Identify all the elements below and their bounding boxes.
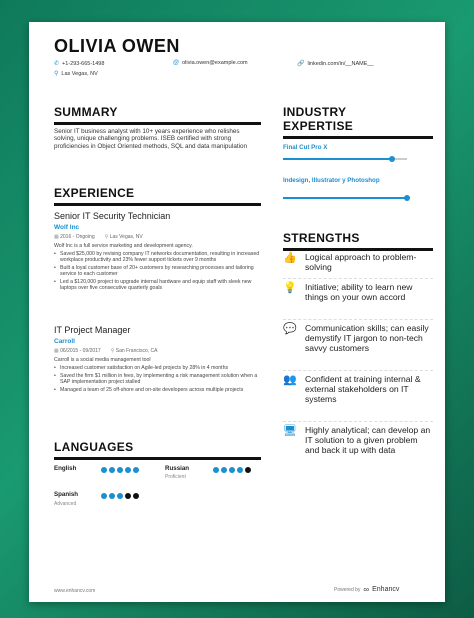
language-name: English (54, 465, 77, 472)
rating-dot-filled (109, 493, 115, 499)
brand-name: Enhancv (372, 586, 400, 593)
expertise-heading-line2: EXPERTISE (283, 119, 354, 133)
phone-text: +1-293-665-1498 (62, 60, 105, 67)
language-level: Advanced (54, 501, 77, 507)
skill-label: Indesign, Illustrator y Photoshop (283, 177, 380, 184)
summary-rule (54, 122, 261, 125)
footer-website[interactable]: www.enhancv.com (54, 588, 96, 594)
language-rating (213, 467, 251, 473)
skill-bar-fill (283, 158, 392, 160)
job-location: San Francisco, CA (115, 348, 158, 354)
job-location: Las Vegas, NV (109, 234, 143, 240)
rating-dot-filled (101, 493, 107, 499)
strength-text: Logical approach to problem-solving (305, 252, 417, 273)
job-meta (54, 348, 157, 354)
strength-text: Confident at training internal & external stakeholders on IT systems (305, 374, 421, 405)
job-meta (54, 234, 143, 240)
team-icon: 👥 (283, 374, 297, 386)
skill-bar-fill (283, 197, 407, 199)
expertise-rule (283, 136, 433, 139)
phone-contact (54, 60, 104, 67)
skill-bar-knob (389, 156, 395, 162)
calendar-icon: ▦ (54, 348, 59, 354)
job-dates: 06/2015 - 09/2017 (60, 348, 101, 354)
enhancv-logo-icon: ∞ (363, 585, 370, 594)
monitor-icon: 🖥 (283, 425, 297, 437)
rating-dot-filled (133, 467, 139, 473)
job-dates: 2016 - Ongoing (60, 234, 95, 240)
job-description: Carroll is a social media management tool (54, 357, 151, 363)
language-name: Russian (165, 465, 190, 472)
job-bullets (54, 365, 261, 395)
email-text: olivia.owen@example.com (182, 60, 248, 66)
strength-item (283, 374, 433, 405)
thumbs-up-icon: 👍 (283, 252, 297, 264)
calendar-icon: ▦ (54, 234, 59, 240)
language-rating (101, 493, 139, 499)
experience-rule (54, 203, 261, 206)
resume-page (29, 22, 445, 602)
rating-dot-filled (125, 467, 131, 473)
lightbulb-icon: 💡 (283, 282, 297, 294)
strength-item (283, 282, 433, 302)
expertise-heading-line1: INDUSTRY (283, 105, 347, 119)
job-bullet: • Saved the firm $1 million in fees, by implementing a risk management solution when a SAP implementation project stalled (54, 373, 261, 386)
job-company: Wolf Inc (54, 224, 80, 231)
job-bullet: • Built a loyal customer base of 20+ customers by researching processes and tailoring service to each customer (54, 265, 261, 278)
skill-bar (283, 197, 407, 199)
rating-dot-filled (109, 467, 115, 473)
strengths-rule (283, 248, 433, 251)
phone-icon: ✆ (54, 61, 60, 67)
strength-item (283, 323, 433, 354)
rating-dot-empty (133, 493, 139, 499)
strength-divider (283, 421, 433, 422)
rating-dot-filled (229, 467, 235, 473)
job-company: Carroll (54, 338, 75, 345)
strength-text: Communication skills; can easily demystify IT jargon to non-tech savvy customers (305, 323, 429, 354)
link-icon: 🔗 (297, 61, 305, 67)
language-name: Spanish (54, 491, 79, 498)
job-title: Senior IT Security Technician (54, 211, 171, 221)
summary-heading: SUMMARY (54, 105, 118, 119)
rating-dot-filled (237, 467, 243, 473)
job-bullet: • Managed a team of 25 off-shore and on-site developers across multiple projects (54, 387, 261, 393)
rating-dot-empty (125, 493, 131, 499)
languages-heading: LANGUAGES (54, 440, 134, 454)
speech-bubble-icon: 💬 (283, 323, 297, 335)
skill-bar (283, 158, 407, 160)
email-contact[interactable] (173, 60, 248, 66)
language-level: Proficient (165, 474, 186, 480)
powered-by-text: Powered by (334, 586, 361, 593)
location-pin-icon: ⚲ (110, 348, 115, 354)
strength-item (283, 252, 433, 272)
strength-text: Initiative; ability to learn new things on your own accord (305, 282, 413, 303)
rating-dot-filled (221, 467, 227, 473)
candidate-name: OLIVIA OWEN (54, 36, 180, 56)
job-description: Wolf Inc is a full service marketing and development agency. (54, 243, 193, 249)
job-bullet: • Saved $25,000 by revising company IT networks documentation, resulting in increased workplace productivity and 23% fewer support tickets over 9 months (54, 251, 261, 264)
skill-bar-knob (404, 195, 410, 201)
footer-brand[interactable] (334, 585, 399, 594)
rating-dot-empty (245, 467, 251, 473)
strength-divider (283, 278, 433, 279)
job-bullet: • Led a $120,000 project to upgrade internal hardware and equip staff with sleek new laptops over five consecutive quarterly goals (54, 279, 261, 292)
location-pin-icon: ⚲ (54, 71, 59, 77)
job-title: IT Project Manager (54, 325, 131, 335)
location-text: Las Vegas, NV (61, 70, 98, 77)
strength-text: Highly analytical; can develop an IT solution to a given problem and back it up with data (305, 425, 431, 456)
linkedin-contact[interactable] (297, 60, 374, 67)
rating-dot-filled (117, 467, 123, 473)
rating-dot-filled (213, 467, 219, 473)
job-bullets (54, 251, 261, 293)
strengths-heading: STRENGTHS (283, 231, 360, 245)
rating-dot-filled (117, 493, 123, 499)
job-bullet: • Increased customer satisfaction on Agile-led projects by 28% in 4 months (54, 365, 261, 371)
rating-dot-filled (101, 467, 107, 473)
strength-divider (283, 370, 433, 371)
languages-rule (54, 457, 261, 460)
location-contact (54, 70, 98, 77)
language-rating (101, 467, 139, 473)
location-pin-icon: ⚲ (104, 234, 109, 240)
summary-text: Senior IT business analyst with 10+ years experience who relishes solving, unique challenging problems. ISEB certified with strong proficiencies in Object Oriented methods, SQL and data manipulation (54, 128, 247, 150)
linkedin-text: linkedin.com/in/__NAME__ (307, 60, 374, 67)
strength-item (283, 425, 433, 456)
strength-divider (283, 319, 433, 320)
at-icon: @ (173, 60, 180, 66)
experience-heading: EXPERIENCE (54, 186, 135, 200)
skill-label: Final Cut Pro X (283, 144, 328, 151)
